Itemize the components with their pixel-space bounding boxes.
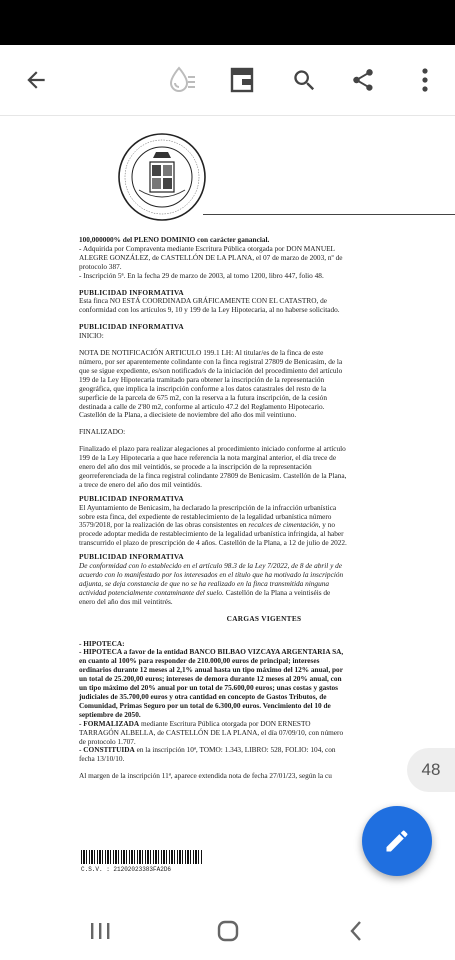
text-line: actividad potencialmente contaminante del suelo. Castellón de la Plana a veintiséis de [79,587,331,597]
document-text [79,236,449,781]
status-bar [0,0,455,45]
text-line: - Adquirida por Compraventa mediante Escritura Pública otorgada por DON MANUEL [79,243,336,253]
top-toolbar [0,45,455,116]
share-icon [350,67,376,93]
edit-pencil-icon [383,827,411,855]
text-line: superficie de la parcela de 675 m2, con la reserva a la futura inscripción, de la cesión [79,392,327,402]
header-rule [203,214,455,215]
ink-drop-icon [167,65,197,95]
text-line: 3579/2018, por la realización de las obras consistentes en recalces de cimentación, y no [79,520,336,530]
text-line: Comunidad, Primas Seguro por un total de 6.300,00 euros. Vencimiento del 10 de [79,700,331,710]
text-line: El Ayuntamiento de Benicasim, ha declarado la prescripción de la infracción urbanística [79,502,337,512]
back-button[interactable] [12,45,60,115]
text-line: a trece de enero del año dos mil veintidós. [79,479,202,489]
arrow-left-icon [23,67,49,93]
text-line: - Inscripción 5ª. En la fecha 29 de marzo de 2003, al tomo 1200, libro 447, folio 48. [79,270,324,280]
system-nav-bar [0,902,455,960]
text-line: enero del año dos mil veintitrés. [79,596,173,606]
text-line: judiciales de 35.700,00 euros y otra cantidad en concepto de Gastos Tributos, de [79,691,327,701]
text-line: de protocolo 1.707. [79,736,136,746]
text-line: - HIPOTECA a favor de la entidad BANCO BILBAO VIZCAYA ARGENTARIA SA, [79,647,344,657]
home-icon [216,919,240,943]
section-heading: PUBLICIDAD INFORMATIVA [79,287,184,297]
text-line: georreferenciada de la finca registral colindante 27809 de Benicasim. Castellón de la Plana, [79,470,347,480]
recents-button[interactable] [70,902,130,960]
text-line: Esta finca NO ESTÁ COORDINADA GRÁFICAMENTE CON EL CATASTRO, de [79,296,328,306]
cargas-heading: CARGAS VIGENTES [226,613,302,623]
text-line: Al margen de la inscripción 11ª, aparece extendida nota de fecha 27/01/23, según la cu [79,771,332,781]
text-line: número, por ser aparentemente colindante con la finca registral 27809 de Benicasim, de la [79,356,343,366]
text-line: acuerdo con lo manifestado por los interesados en el título que ha motivado la inscripción [79,570,344,579]
text-line: transcurrido el plazo de prescripción de 4 años. Castellón de la Plana, a 12 de julio de 2022. [79,538,347,548]
text-line: De conformidad con lo establecido en el artículo 98.3 de la Ley 7/2022, de 8 de abril y de [79,561,343,571]
document-page [55,118,455,898]
page-layout-button[interactable] [218,45,266,115]
text-line: Castellón de la Plana, a diecisiete de noviembre del año dos mil veintiuno. [79,410,297,420]
section-heading: PUBLICIDAD INFORMATIVA [79,322,184,332]
nav-back-icon [348,919,364,943]
text-line: ALEGRE GONZÁLEZ, de CASTELLÓN DE LA PLANA, el 07 de marzo de 2003, nº de [79,252,343,262]
text-line: enero del año dos mil veintidós, se procede a la inscripción de la representación [79,462,312,472]
notary-seal-icon [117,132,207,222]
recents-icon [89,921,111,941]
text-line: - HIPOTECA: [79,638,125,648]
text-line: adjunta, se deja constancia de que no se ha realizado en la finca transmitida ninguna [79,578,330,588]
nav-back-button[interactable] [326,902,386,960]
text-line: INICIO: [79,331,104,341]
text-line: FINALIZADO: [79,427,126,437]
text-line: conformidad con los artículos 9, 10 y 199 de la Ley Hipotecaria, al no haberse solicitado. [79,305,340,315]
more-options-button[interactable] [401,45,449,115]
text-line: ordinarios durante 12 meses al 2,1% anual hasta un tipo máximo del 12% anual, por [79,665,343,675]
document-viewer[interactable] [0,116,455,902]
text-line: septiembre de 2050. [79,709,141,719]
section-heading: PUBLICIDAD INFORMATIVA [79,493,184,503]
text-line: procede adoptar medida de restablecimiento de la legalidad urbanística infringida, al haber [79,529,344,539]
text-line: - CONSTITUIDA en la inscripción 10ª, TOMO: 1.343, LIBRO: 528, FOLIO: 104, con [79,745,336,755]
csv-code: C.S.V. : 21202023383FA2D6 [81,866,172,873]
section-heading: PUBLICIDAD INFORMATIVA [79,552,184,562]
text-line: un total de 25.200,00 euros; intereses de demora durante 12 meses al 20% anual, con [79,674,342,684]
text-line: - FORMALIZADA mediante Escritura Pública otorgada por DON ERNESTO [79,718,311,728]
text-line: protocolo 387. [79,261,122,271]
text-line: en cuanto al 100% para responder de 210.000,00 euros de principal; intereses [79,656,320,666]
text-line: 100,000000% del PLENO DOMINIO con carácter ganancial. [79,235,270,244]
edit-fab-button[interactable] [362,806,432,876]
text-line: 199 de la Ley Hipotecaria tramitado para obtener la inscripción de la representación [79,374,325,384]
text-line: que se sigue expediente, es/son notificado/s de la iniciación del procedimiento del artículo [79,365,343,375]
text-line: destinada a calle de 2'80 m2, conforme al artículo 47.2 del Reglamento Hipotecario. [79,401,325,411]
page-number-badge[interactable]: 48 [407,748,455,792]
page-layout-icon [230,67,254,93]
barcode [81,850,203,864]
text-line: fecha 13/10/10. [79,754,125,764]
search-icon [291,67,318,94]
text-line: geográfica, que implica la inscripción conforme a los datos catastrales del resto de la [79,383,327,393]
more-vert-icon [421,67,429,93]
text-line: 199 de la Ley Hipotecaria a que hace referencia la nota marginal anterior, el día trece de [79,453,337,463]
ink-mode-button[interactable] [158,45,206,115]
text-line: TARRAGÓN ALBELLA, de CASTELLÓN DE LA PLANA, el día 07/09/10, con número [79,727,344,737]
share-button[interactable] [339,45,387,115]
text-line: un tipo máximo del 20% anual por un total de 75.600,00 euros; unas costas y gastos [79,683,339,693]
search-button[interactable] [280,45,328,115]
text-line: Finalizado el plazo para realizar alegaciones al procedimiento iniciado conforme al artículo [79,444,346,454]
text-line: sobre esta finca, del expediente de restablecimiento de la legalidad urbanística número [79,511,332,521]
home-button[interactable] [198,902,258,960]
text-line: NOTA DE NOTIFICACIÓN ARTICULO 199.1 LH: Al titular/es de la finca de este [79,348,324,358]
